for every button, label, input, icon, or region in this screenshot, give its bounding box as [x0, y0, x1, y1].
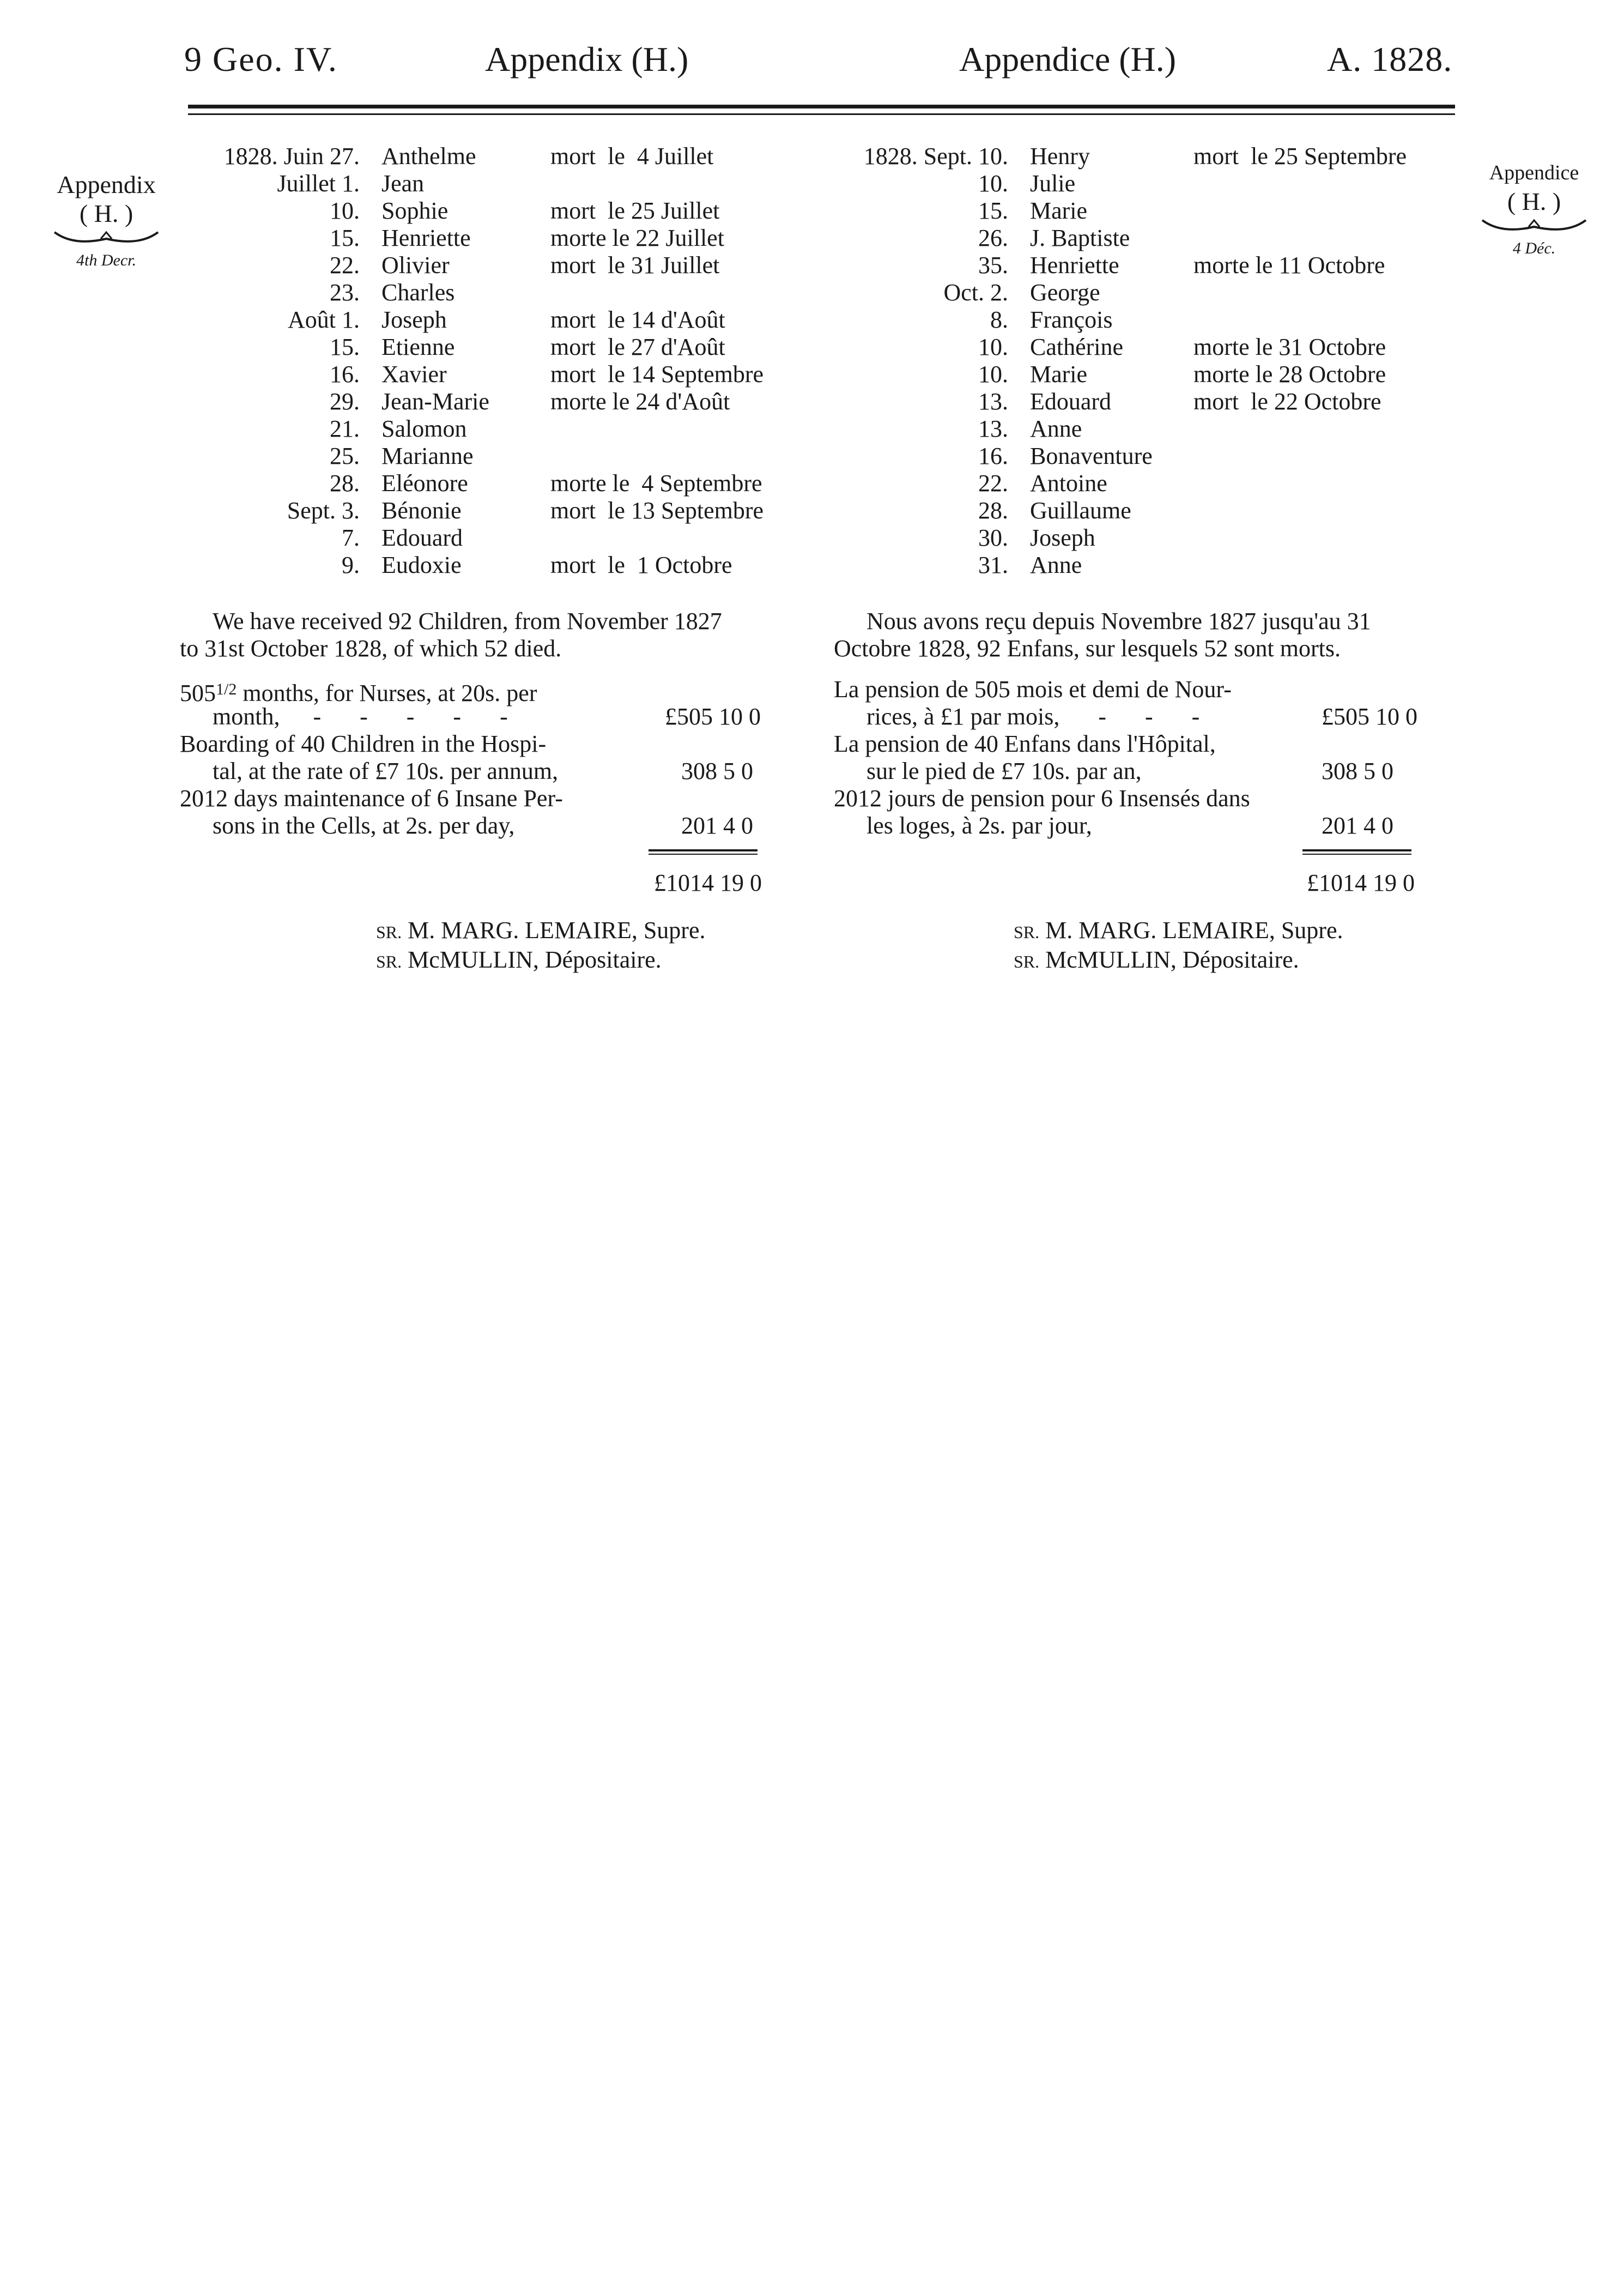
- entry-date: 15.: [330, 225, 360, 251]
- entry-date: 25.: [330, 443, 360, 469]
- entry-name: Joseph: [381, 306, 447, 333]
- nurses-months: 505: [180, 680, 216, 706]
- entry-name: Anne: [1030, 552, 1082, 578]
- sig-name: McMULLIN, Dépositaire.: [1045, 946, 1299, 973]
- summary-fr: [834, 608, 1477, 662]
- leader-dots: - - - - -: [313, 703, 524, 730]
- summary-fr-line1: Nous avons reçu depuis Novembre 1827 jusqu'au 31: [866, 608, 1371, 635]
- insane-line1: 2012 days maintenance of 6 Insane Per-: [180, 785, 563, 812]
- summary-en-line2: to 31st October 1828, of which 52 died.: [180, 635, 562, 662]
- register-entry: [180, 143, 823, 170]
- entry-name: Eléonore: [381, 470, 468, 497]
- register-entry: [828, 306, 1471, 334]
- insane-line2: sons in the Cells, at 2s. per day,: [213, 812, 515, 839]
- register-entry: [828, 252, 1471, 279]
- leader-dots: - - -: [1098, 703, 1216, 730]
- entry-name: J. Baptiste: [1030, 225, 1130, 251]
- account-en: [180, 676, 823, 910]
- signature-en-superior: [376, 916, 705, 947]
- header-rule-thick: [188, 105, 1455, 108]
- register-entry: [828, 524, 1471, 552]
- entry-date: Juillet 1.: [277, 170, 360, 197]
- register-entry: [180, 334, 823, 361]
- pension-insenses-amount: 201 4 0: [1322, 812, 1393, 839]
- entry-death-note: mort le 1 Octobre: [550, 552, 732, 578]
- entry-name: Guillaume: [1030, 497, 1131, 524]
- register-entry: [828, 361, 1471, 388]
- register-entry: [828, 470, 1471, 497]
- entry-name: Etienne: [381, 334, 455, 360]
- entry-date: 23.: [330, 279, 360, 306]
- entry-name: François: [1030, 306, 1113, 333]
- entry-name: Anthelme: [381, 143, 476, 170]
- entry-date: 16.: [330, 361, 360, 388]
- margin-appendice-label: Appendice: [1489, 161, 1579, 184]
- pension-enfans-amount: 308 5 0: [1322, 758, 1393, 784]
- register-entry: [828, 170, 1471, 197]
- entry-name: Julie: [1030, 170, 1076, 197]
- nurses-line1: months, for Nurses, at 20s. per: [237, 680, 537, 706]
- margin-date: 4th Decr.: [76, 251, 136, 269]
- entry-name: Henry: [1030, 143, 1090, 170]
- entry-death-note: mort le 25 Septembre: [1193, 143, 1407, 170]
- register-entry: [828, 443, 1471, 470]
- margin-appendix-label: Appendix: [57, 171, 156, 198]
- boarding-line2: tal, at the rate of £7 10s. per annum,: [213, 758, 559, 784]
- pension-enfans-line2: sur le pied de £7 10s. par an,: [866, 758, 1142, 784]
- entry-date: 29.: [330, 388, 360, 415]
- session-reference: 9 Geo. IV.: [184, 40, 338, 78]
- entry-death-note: morte le 28 Octobre: [1193, 361, 1386, 388]
- entry-date: 28.: [978, 497, 1008, 524]
- pension-nourrices-line2: rices, à £1 par mois,: [866, 703, 1060, 730]
- sig-prefix: SR.: [376, 952, 402, 971]
- entry-date: 15.: [330, 334, 360, 360]
- entry-death-note: mort le 31 Juillet: [550, 252, 720, 279]
- register-entry: [828, 143, 1471, 170]
- entry-name: Marianne: [381, 443, 474, 469]
- register-entry: [828, 197, 1471, 225]
- pension-insenses-line1: 2012 jours de pension pour 6 Insensés dans: [834, 785, 1250, 812]
- curly-brace-icon: [52, 228, 161, 250]
- entry-date: 22.: [330, 252, 360, 279]
- entry-date: 16.: [978, 443, 1008, 469]
- boarding-line1: Boarding of 40 Children in the Hospi-: [180, 730, 547, 757]
- entry-name: Cathérine: [1030, 334, 1124, 360]
- register-entry: [180, 552, 823, 579]
- entry-name: Olivier: [381, 252, 450, 279]
- sig-name: McMULLIN, Dépositaire.: [408, 946, 662, 973]
- boarding-amount: 308 5 0: [681, 758, 753, 784]
- appendix-title-en: Appendix (H.): [485, 40, 689, 78]
- entry-date: Août 1.: [288, 306, 360, 333]
- entry-death-note: morte le 24 d'Août: [550, 388, 730, 415]
- register-entry: [180, 415, 823, 443]
- register-entry: [828, 415, 1471, 443]
- entry-name: Anne: [1030, 415, 1082, 442]
- entry-death-note: mort le 13 Septembre: [550, 497, 764, 524]
- sig-prefix: SR.: [1014, 952, 1040, 971]
- register-entry: [828, 388, 1471, 415]
- entry-death-note: mort le 14 Septembre: [550, 361, 764, 388]
- entry-name: Eudoxie: [381, 552, 462, 578]
- margin-appendice-ref: ( H. ): [1507, 188, 1561, 215]
- entry-name: Marie: [1030, 197, 1088, 224]
- entry-death-note: mort le 25 Juillet: [550, 197, 720, 224]
- total-rule: [1302, 849, 1411, 851]
- entry-death-note: mort le 14 d'Août: [550, 306, 725, 333]
- entry-name: Jean-Marie: [381, 388, 489, 415]
- summary-fr-line2: Octobre 1828, 92 Enfans, sur lesquels 52 sont morts.: [834, 635, 1341, 662]
- entry-name: Charles: [381, 279, 455, 306]
- entry-date: 35.: [978, 252, 1008, 279]
- register-entry: [180, 279, 823, 306]
- entry-death-note: morte le 4 Septembre: [550, 470, 762, 497]
- entry-name: Xavier: [381, 361, 447, 388]
- page-year: A. 1828.: [1327, 40, 1453, 78]
- margin-date: 4 Déc.: [1512, 239, 1556, 257]
- entry-death-note: morte le 22 Juillet: [550, 225, 724, 251]
- entry-name: Edouard: [381, 524, 463, 551]
- entry-name: Salomon: [381, 415, 467, 442]
- signature-fr-superieure: [1014, 916, 1343, 947]
- register-entry: [180, 252, 823, 279]
- entry-date: 22.: [978, 470, 1008, 497]
- account-fr: [834, 676, 1477, 910]
- right-margin-note: [1471, 158, 1597, 259]
- total-rule-thin: [1302, 854, 1411, 855]
- margin-appendix-ref: ( H. ): [79, 200, 134, 227]
- insane-amount: 201 4 0: [681, 812, 753, 839]
- entry-date: 13.: [978, 388, 1008, 415]
- sig-prefix: SR.: [1014, 922, 1040, 942]
- summary-en-line1: We have received 92 Children, from November 1827: [213, 608, 722, 635]
- entry-date: 30.: [978, 524, 1008, 551]
- entry-date: 9.: [342, 552, 360, 578]
- entry-name: Bénonie: [381, 497, 462, 524]
- entry-date: Oct. 2.: [943, 279, 1008, 306]
- nurses-fraction: 1/2: [216, 680, 237, 698]
- register-entry: [828, 334, 1471, 361]
- register-entry: [180, 470, 823, 497]
- register-entry: [828, 552, 1471, 579]
- register-entry: [180, 388, 823, 415]
- sig-name: M. MARG. LEMAIRE, Supre.: [408, 917, 706, 944]
- entry-date: 26.: [978, 225, 1008, 251]
- entry-date: 13.: [978, 415, 1008, 442]
- entry-date: 10.: [330, 197, 360, 224]
- entry-name: Henriette: [381, 225, 471, 251]
- entry-death-note: morte le 11 Octobre: [1193, 252, 1385, 279]
- register-entry: [828, 225, 1471, 252]
- entry-date: 7.: [342, 524, 360, 551]
- register-entry: [180, 225, 823, 252]
- entry-date: 31.: [978, 552, 1008, 578]
- pension-nourrices-line1: La pension de 505 mois et demi de Nour-: [834, 676, 1232, 703]
- curly-brace-icon: [1480, 216, 1589, 238]
- entry-date: 15.: [978, 197, 1008, 224]
- entry-name: Edouard: [1030, 388, 1112, 415]
- register-entry: [180, 197, 823, 225]
- pension-enfans-line1: La pension de 40 Enfans dans l'Hôpital,: [834, 730, 1216, 757]
- entry-death-note: morte le 31 Octobre: [1193, 334, 1386, 360]
- register-entry: [180, 524, 823, 552]
- pension-nourrices-amount: £505 10 0: [1322, 703, 1417, 730]
- signature-en-depositaire: [376, 945, 662, 976]
- entry-death-note: mort le 27 d'Août: [550, 334, 725, 360]
- register-entry: [828, 279, 1471, 306]
- register-entry: [180, 170, 823, 197]
- entry-date: 28.: [330, 470, 360, 497]
- register-entry: [180, 361, 823, 388]
- total-amount: £1014 19 0: [654, 869, 762, 896]
- header-rule-thin: [188, 113, 1455, 115]
- entry-date: 10.: [978, 334, 1008, 360]
- entry-name: Bonaventure: [1030, 443, 1153, 469]
- entry-death-note: mort le 4 Juillet: [550, 143, 714, 170]
- entry-date: 10.: [978, 170, 1008, 197]
- entry-date: 10.: [978, 361, 1008, 388]
- summary-en: [180, 608, 823, 662]
- entry-name: Henriette: [1030, 252, 1119, 279]
- register-entry: [180, 497, 823, 524]
- total-rule-thin: [649, 854, 758, 855]
- entry-date: 21.: [330, 415, 360, 442]
- sig-prefix: SR.: [376, 922, 402, 942]
- signature-fr-depositaire: [1014, 945, 1299, 976]
- entry-date: Sept. 3.: [287, 497, 360, 524]
- nurses-line2: month,: [213, 703, 280, 730]
- register-entry: [828, 497, 1471, 524]
- entry-date: 8.: [990, 306, 1008, 333]
- register-entry: [180, 443, 823, 470]
- sig-name: M. MARG. LEMAIRE, Supre.: [1045, 917, 1343, 944]
- entry-name: Marie: [1030, 361, 1088, 388]
- total-rule: [649, 849, 758, 851]
- total-amount: £1014 19 0: [1307, 869, 1415, 896]
- entry-name: Sophie: [381, 197, 449, 224]
- entry-date: 1828. Sept. 10.: [863, 143, 1008, 170]
- entry-name: Antoine: [1030, 470, 1107, 497]
- nurses-amount: £505 10 0: [665, 703, 761, 730]
- entry-death-note: mort le 22 Octobre: [1193, 388, 1381, 415]
- entry-name: Joseph: [1030, 524, 1095, 551]
- appendix-title-fr: Appendice (H.): [959, 40, 1177, 78]
- left-margin-note: [44, 170, 169, 271]
- entry-name: George: [1030, 279, 1100, 306]
- entry-name: Jean: [381, 170, 425, 197]
- register-entry: [180, 306, 823, 334]
- pension-insenses-line2: les loges, à 2s. par jour,: [866, 812, 1092, 839]
- entry-date: 1828. Juin 27.: [223, 143, 360, 170]
